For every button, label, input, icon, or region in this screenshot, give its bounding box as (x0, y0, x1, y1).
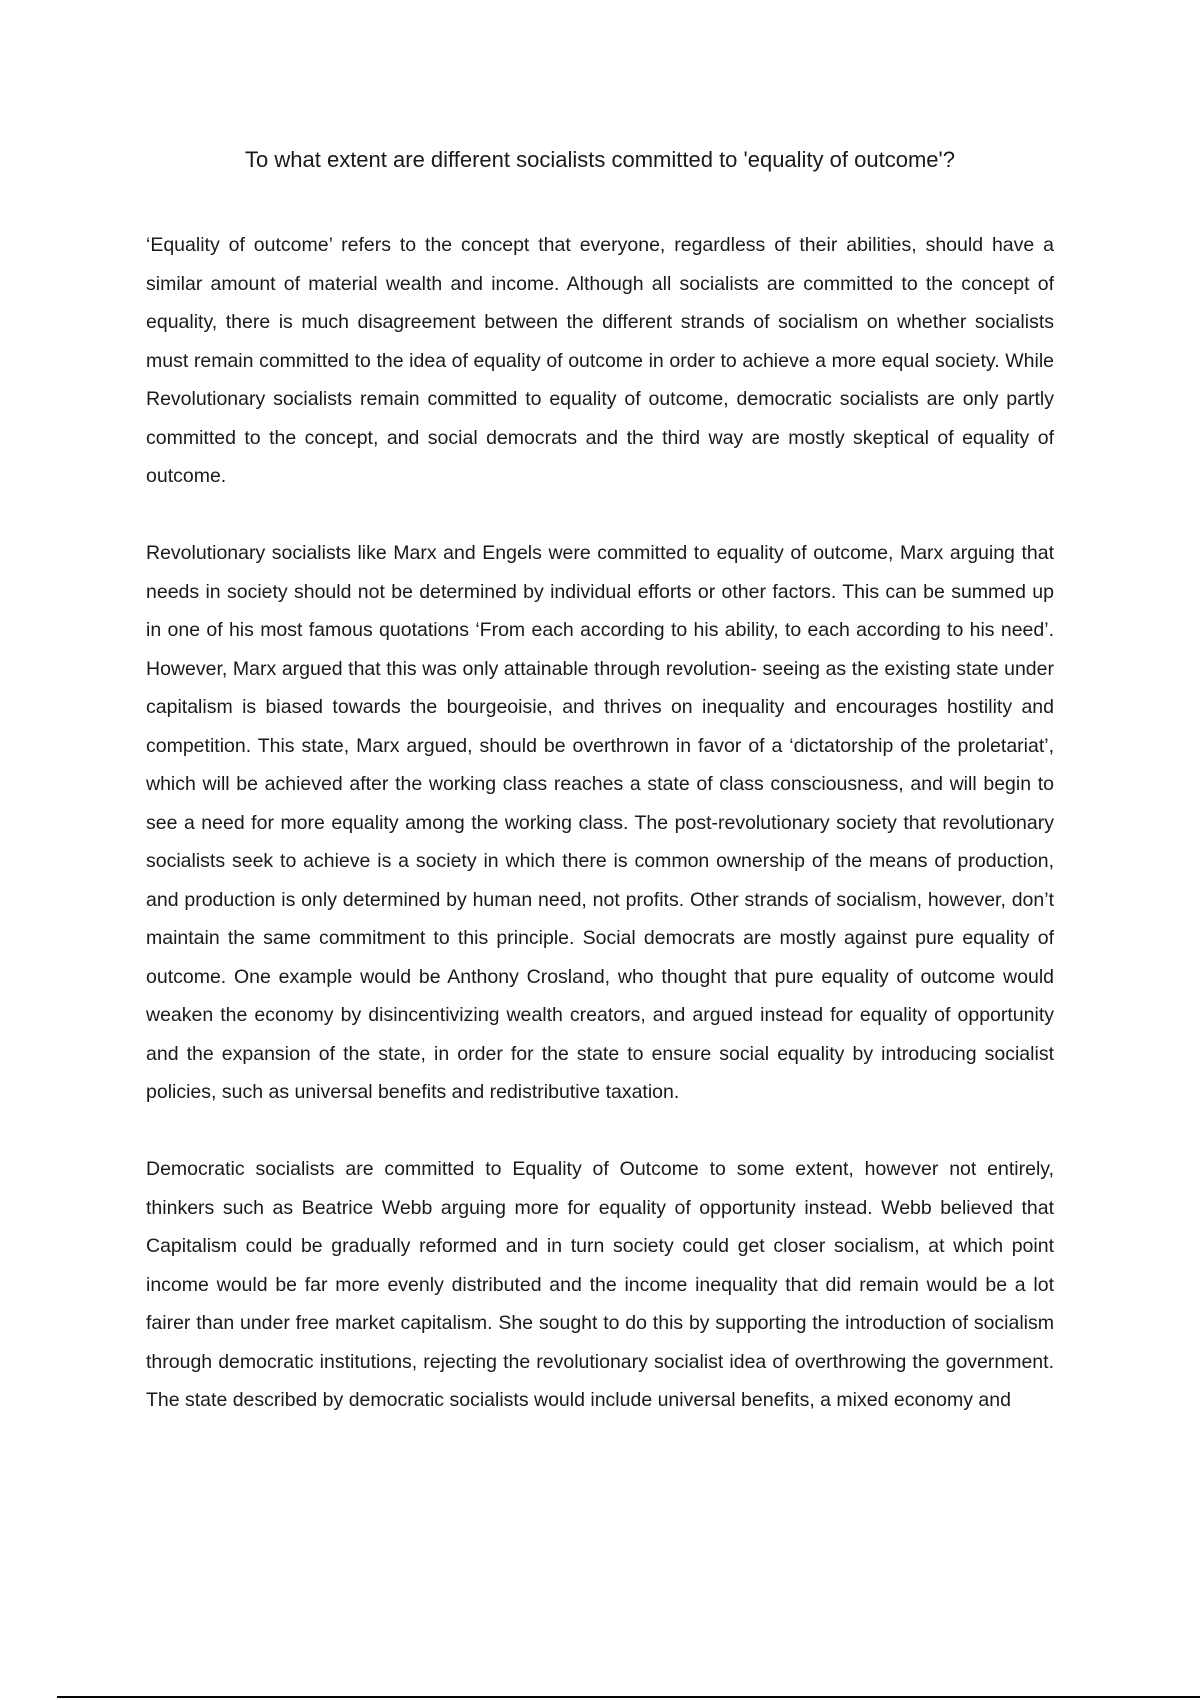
paragraph-revolutionary-socialists: Revolutionary socialists like Marx and Engels were committed to equality of outcome, Marx arguing that needs in society should not be determined by individual efforts or other factors. This can be summed up in one of his most famous quotations ‘From each according to his ability, to each according to his need’. However, Marx argued that this was only attainable through revolution- seeing as the existing state under capitalism is biased towards the bourgeoisie, and thrives on inequality and encourages hostility and competition. This state, Marx argued, should be overthrown in favor of a ‘dictatorship of the proletariat’, which will be achieved after the working class reaches a state of class consciousness, and will begin to see a need for more equality among the working class. The post-revolutionary society that revolutionary socialists seek to achieve is a society in which there is common ownership of the means of production, and production is only determined by human need, not profits. Other strands of socialism, however, don’t maintain the same commitment to this principle. Social democrats are mostly against pure equality of outcome. One example would be Anthony Crosland, who thought that pure equality of outcome would weaken the economy by disincentivizing wealth creators, and argued instead for equality of opportunity and the expansion of the state, in order for the state to ensure social equality by introducing socialist policies, such as universal benefits and redistributive taxation. (146, 542, 1054, 1103)
essay-body (146, 226, 1054, 1458)
paragraph-democratic-socialists: Democratic socialists are committed to Equality of Outcome to some extent, however not entirely, thinkers such as Beatrice Webb arguing more for equality of opportunity instead. Webb believed that Capitalism could be gradually reformed and in turn society could get closer socialism, at which point income would be far more evenly distributed and the income inequality that did remain would be a lot fairer than under free market capitalism. She sought to do this by supporting the introduction of socialism through democratic institutions, rejecting the revolutionary socialist idea of overthrowing the government. The state described by democratic socialists would include universal benefits, a mixed economy and (146, 1158, 1054, 1411)
essay-title: To what extent are different socialists committed to 'equality of outcome'? (245, 147, 955, 172)
page-bottom-divider (57, 1696, 1200, 1698)
paragraph-introduction: ‘Equality of outcome’ refers to the concept that everyone, regardless of their abilities, should have a similar amount of material wealth and income. Although all socialists are committed to the concept of equality, there is much disagreement between the different strands of socialism on whether socialists must remain committed to the idea of equality of outcome in order to achieve a more equal society. While Revolutionary socialists remain committed to equality of outcome, democratic socialists are only partly committed to the concept, and social democrats and the third way are mostly skeptical of equality of outcome. (146, 234, 1054, 487)
